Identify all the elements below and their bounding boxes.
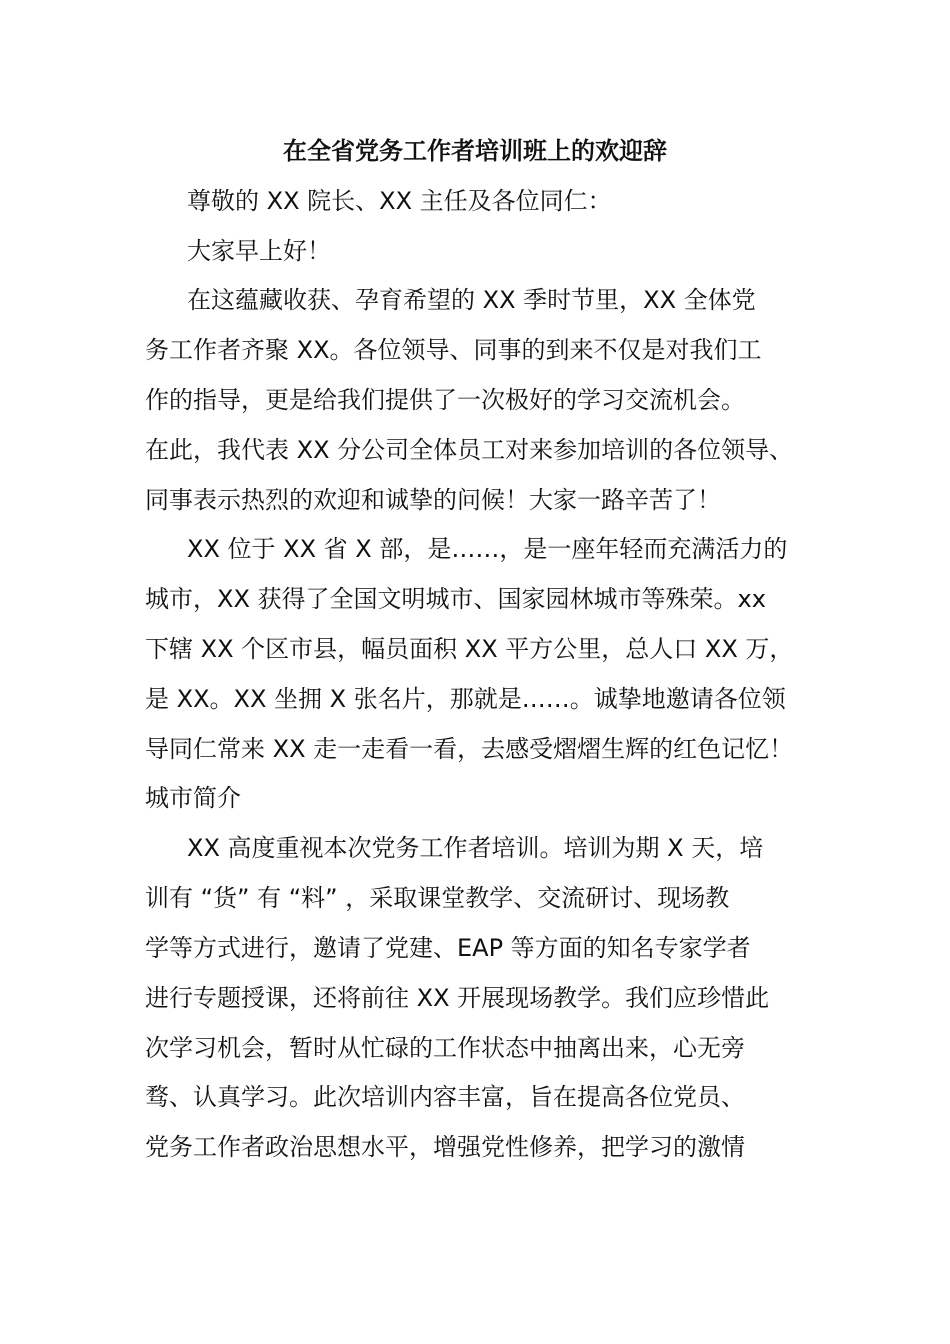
salutation-line: 尊敬的 XX 院长、XX 主任及各位同仁： xyxy=(187,187,612,215)
greeting-line: 大家早上好！ xyxy=(187,237,331,265)
paragraph-line: 在此，我代表 XX 分公司全体员工对来参加培训的各位领导、 xyxy=(145,436,794,464)
document-title: 在全省党务工作者培训班上的欢迎辞 xyxy=(283,137,667,165)
paragraph-line: 在这蕴藏收获、孕育希望的 XX 季时节里，XX 全体党 xyxy=(187,286,756,314)
paragraph-line: 下辖 XX 个区市县，幅员面积 XX 平方公里，总人口 XX 万， xyxy=(145,635,794,663)
paragraph-line: XX 高度重视本次党务工作者培训。培训为期 X 天，培 xyxy=(187,834,764,862)
paragraph-line: 城市，XX 获得了全国文明城市、国家园林城市等殊荣。xx xyxy=(145,585,766,613)
paragraph-line: 次学习机会，暂时从忙碌的工作状态中抽离出来，心无旁 xyxy=(145,1034,745,1062)
paragraph-line: 学等方式进行，邀请了党建、EAP 等方面的知名专家学者 xyxy=(145,934,751,962)
paragraph-line: 城市简介 xyxy=(145,784,241,812)
paragraph-line: 是 XX。XX 坐拥 X 张名片，那就是……。诚挚地邀请各位领 xyxy=(145,685,786,713)
paragraph-line: 导同仁常来 XX 走一走看一看，去感受熠熠生辉的红色记忆！ xyxy=(145,735,794,763)
paragraph-line: 骛、认真学习。此次培训内容丰富，旨在提高各位党员、 xyxy=(145,1083,745,1111)
paragraph-line: XX 位于 XX 省 X 部，是……，是一座年轻而充满活力的 xyxy=(187,535,788,563)
paragraph-line: 同事表示热烈的欢迎和诚挚的问候！大家一路辛苦了！ xyxy=(145,486,721,514)
paragraph-line: 进行专题授课，还将前往 XX 开展现场教学。我们应珍惜此 xyxy=(145,984,770,1012)
paragraph-line: 作的指导，更是给我们提供了一次极好的学习交流机会。 xyxy=(145,386,745,414)
paragraph-line: 党务工作者政治思想水平，增强党性修养，把学习的激情 xyxy=(145,1133,745,1161)
paragraph-line: 务工作者齐聚 XX。各位领导、同事的到来不仅是对我们工 xyxy=(145,336,762,364)
paragraph-line: 训有 “货” 有 “料” ，采取课堂教学、交流研讨、现场教 xyxy=(145,884,730,912)
